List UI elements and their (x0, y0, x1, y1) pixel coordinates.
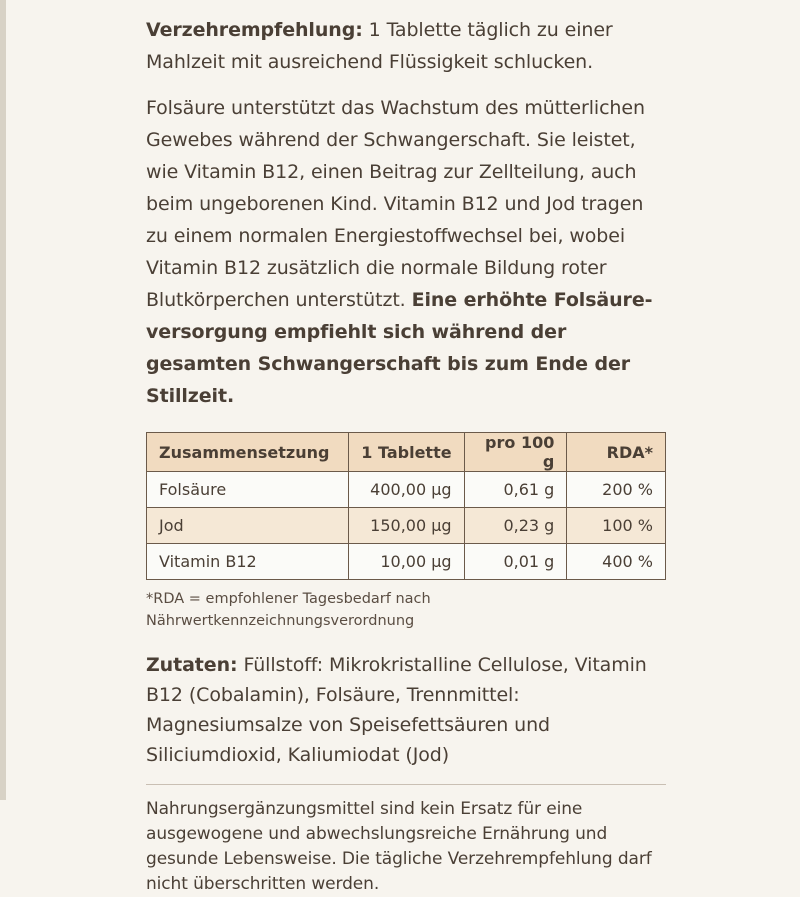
ingredients-label: Zutaten: (146, 654, 238, 676)
table-cell: 200 % (567, 472, 666, 508)
table-header: 1 Tablette (348, 433, 464, 472)
table-cell: 100 % (567, 508, 666, 544)
table-header: pro 100 g (464, 433, 567, 472)
table-cell: 400,00 µg (348, 472, 464, 508)
info-text: Folsäure unterstützt das Wachstum des mütterlichen Gewebes während der Schwangerschaft. Sie leistet, wie Vitamin B12, einen Beitrag zur Zellteilung, auch beim ungeborenen Kind. Vitamin B12 und Jod tragen zu einem normalen Energiestoffwechsel bei, wobei Vitamin B12 zusätzlich die normale Bildung roter Blutkörperchen unterstützt. (146, 97, 645, 311)
table-row (147, 508, 666, 544)
left-edge-strip (0, 0, 6, 800)
table-cell: Vitamin B12 (147, 544, 349, 580)
section-divider (146, 784, 666, 785)
table-cell: 10,00 µg (348, 544, 464, 580)
label-text (146, 14, 666, 897)
table-cell: 150,00 µg (348, 508, 464, 544)
table-header: RDA* (567, 433, 666, 472)
table-header: Zusammensetzung (147, 433, 349, 472)
info-bold: Eine erhöhte Folsäureversorgung empfiehlt sich während der gesamten Schwangerschaft bis zum Ende der Stillzeit. (146, 289, 653, 407)
table-cell: 0,61 g (464, 472, 567, 508)
nutrition-table (146, 432, 666, 580)
ingredients-text: Füllstoff: Mikrokristalline Cellulose, Vitamin B12 (Cobalamin), Folsäure, Trennmittel: Magnesiumsalze von Speisefettsäuren und Siliciumdioxid, Kaliumiodat (Jod) (146, 654, 647, 766)
table-cell: 0,01 g (464, 544, 567, 580)
table-row (147, 544, 666, 580)
dosage-text: 1 Tablette täglich zu einer Mahlzeit mit ausreichend Flüssigkeit schlucken. (146, 19, 613, 73)
ingredients-paragraph (146, 650, 666, 770)
table-row (147, 472, 666, 508)
table-cell: 400 % (567, 544, 666, 580)
dosage-paragraph (146, 14, 666, 78)
table-cell: Jod (147, 508, 349, 544)
disclaimer-paragraph: Nahrungsergänzungsmittel sind kein Ersatz für eine ausgewogene und abwechslungsreiche Ernährung und gesunde Lebensweise. Die tägliche Verzehrempfehlung darf nicht überschritten werden. (146, 799, 652, 894)
info-paragraph (146, 92, 666, 412)
table-cell: Folsäure (147, 472, 349, 508)
dosage-label: Verzehrempfehlung: (146, 19, 363, 41)
table-header-row (147, 433, 666, 472)
table-cell: 0,23 g (464, 508, 567, 544)
rda-footnote: *RDA = empfohlener Tagesbedarf nach Nährwertkennzeichnungsverordnung (146, 591, 431, 629)
